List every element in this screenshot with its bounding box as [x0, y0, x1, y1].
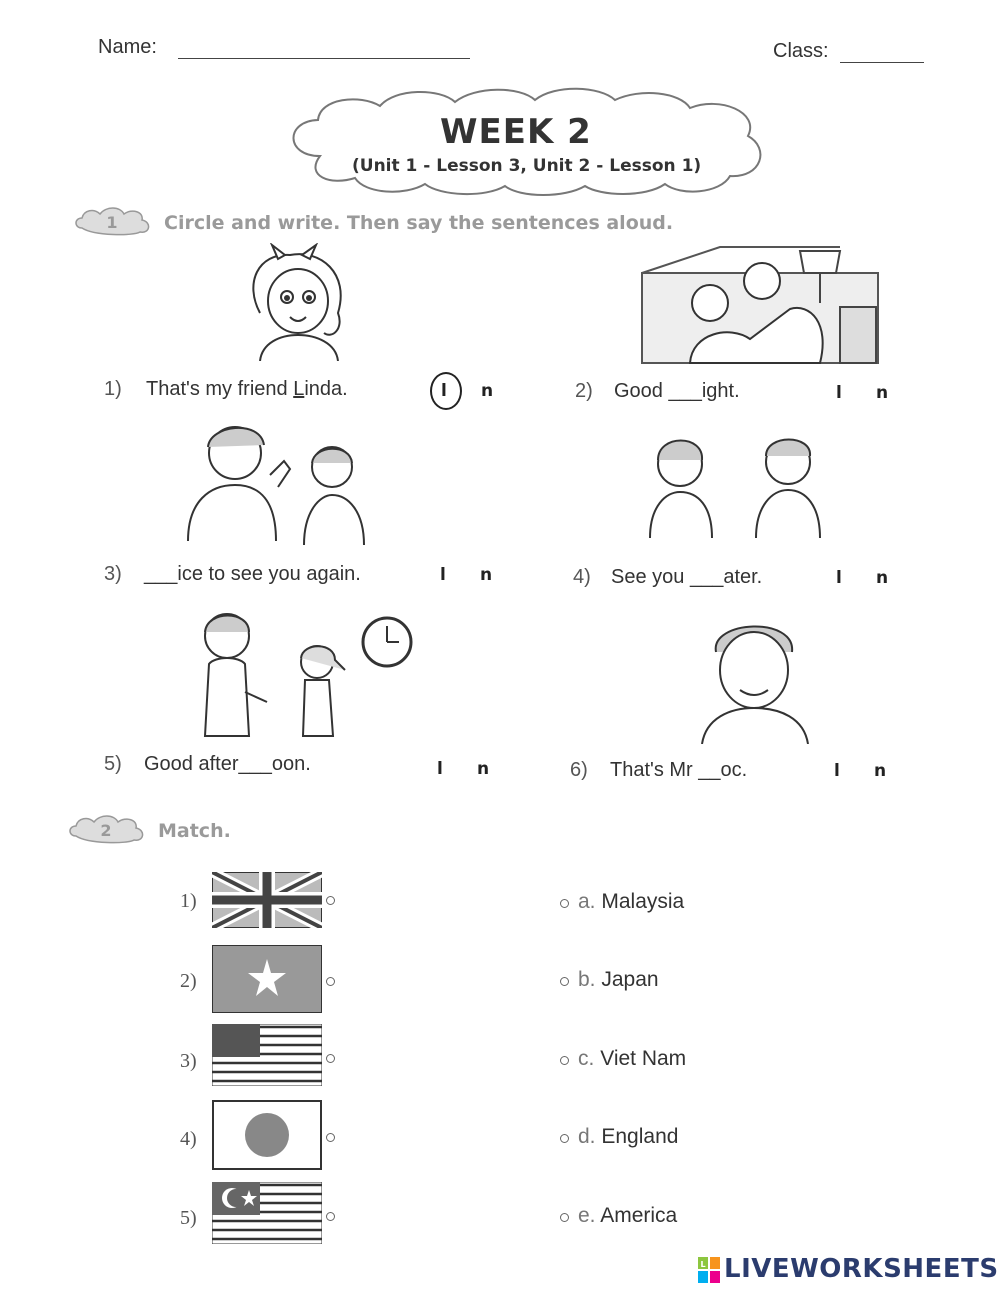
item-2-number: 2)	[575, 380, 593, 402]
flag-1-dot[interactable]	[326, 896, 335, 905]
vietnam-flag-icon	[212, 945, 322, 1013]
item-2-option-n[interactable]: n	[876, 383, 889, 403]
item-6-option-l[interactable]: l	[834, 761, 840, 781]
item-1-option-n[interactable]: n	[481, 381, 494, 401]
flag-5-dot[interactable]	[326, 1212, 335, 1221]
exercise-2-badge-icon	[68, 814, 148, 844]
page-title: WEEK 2	[440, 112, 592, 152]
svg-text:1: 1	[106, 213, 118, 232]
item-3-option-l[interactable]: l	[440, 565, 446, 585]
item-3-number: 3)	[104, 563, 122, 585]
country-c-dot[interactable]	[560, 1056, 569, 1065]
flag-2-number: 2)	[180, 970, 197, 992]
country-e: e. America	[578, 1204, 678, 1227]
class-label: Class:	[773, 40, 829, 62]
item-6-sentence[interactable]: That's Mr __oc.	[610, 759, 748, 781]
country-a: a. Malaysia	[578, 890, 685, 913]
country-d-dot[interactable]	[560, 1134, 569, 1143]
flag-2-dot[interactable]	[326, 977, 335, 986]
item-3-option-n[interactable]: n	[480, 565, 493, 585]
item-1-answer[interactable]: L	[293, 378, 305, 400]
mr-loc-picture	[700, 612, 810, 744]
item-6-option-n[interactable]: n	[874, 761, 887, 781]
item-5-number: 5)	[104, 753, 122, 775]
item-6-number: 6)	[570, 759, 588, 781]
item-1-option-l[interactable]: l	[441, 381, 447, 401]
name-label: Name:	[98, 36, 157, 58]
boy-girl-greeting-picture	[180, 415, 380, 545]
uk-flag-icon	[212, 872, 322, 928]
item-2-option-l[interactable]: l	[836, 383, 842, 403]
japan-flag-icon	[212, 1100, 322, 1170]
item-3-sentence[interactable]: ___ice to see you again.	[144, 563, 361, 585]
country-e-dot[interactable]	[560, 1213, 569, 1222]
item-5-option-n[interactable]: n	[477, 759, 490, 779]
two-boys-waving-picture	[640, 430, 830, 540]
liveworksheets-logo-icon	[698, 1257, 720, 1283]
item-4-sentence[interactable]: See you ___ater.	[611, 566, 763, 588]
page-subtitle: (Unit 1 - Lesson 3, Unit 2 - Lesson 1)	[352, 156, 702, 176]
exercise-1-badge-icon	[74, 206, 154, 236]
flag-3-dot[interactable]	[326, 1054, 335, 1063]
flag-4-dot[interactable]	[326, 1133, 335, 1142]
item-1-number: 1)	[104, 378, 122, 400]
flag-4-number: 4)	[180, 1128, 197, 1150]
flag-5-number: 5)	[180, 1207, 197, 1229]
item-5-option-l[interactable]: l	[437, 759, 443, 779]
item-2-sentence[interactable]: Good ___ight.	[614, 380, 740, 402]
name-field[interactable]	[178, 36, 470, 59]
country-b-dot[interactable]	[560, 977, 569, 986]
country-d: d. England	[578, 1125, 679, 1148]
usa-flag-icon	[212, 1024, 322, 1086]
item-1-sentence: That's my friend Linda.	[146, 378, 348, 400]
father-son-bedroom-picture	[640, 243, 880, 365]
country-a-dot[interactable]	[560, 899, 569, 908]
svg-text:2: 2	[100, 821, 112, 840]
country-c: c. Viet Nam	[578, 1047, 687, 1070]
svg-text:L: L	[700, 1260, 706, 1269]
exercise-2-instruction: Match.	[158, 820, 231, 842]
item-4-option-n[interactable]: n	[876, 568, 889, 588]
flag-1-number: 1)	[180, 890, 197, 912]
woman-girl-clock-picture	[195, 608, 415, 738]
item-4-number: 4)	[573, 566, 591, 588]
girl-linda-picture	[240, 243, 358, 361]
country-b: b. Japan	[578, 968, 659, 991]
flag-3-number: 3)	[180, 1050, 197, 1072]
malaysia-flag-icon	[212, 1182, 322, 1244]
item-4-option-l[interactable]: l	[836, 568, 842, 588]
liveworksheets-brand[interactable]: LIVEWORKSHEETS	[724, 1254, 999, 1284]
item-5-sentence[interactable]: Good after___oon.	[144, 753, 311, 775]
exercise-1-instruction: Circle and write. Then say the sentences aloud.	[164, 212, 674, 234]
class-field[interactable]	[840, 40, 924, 63]
